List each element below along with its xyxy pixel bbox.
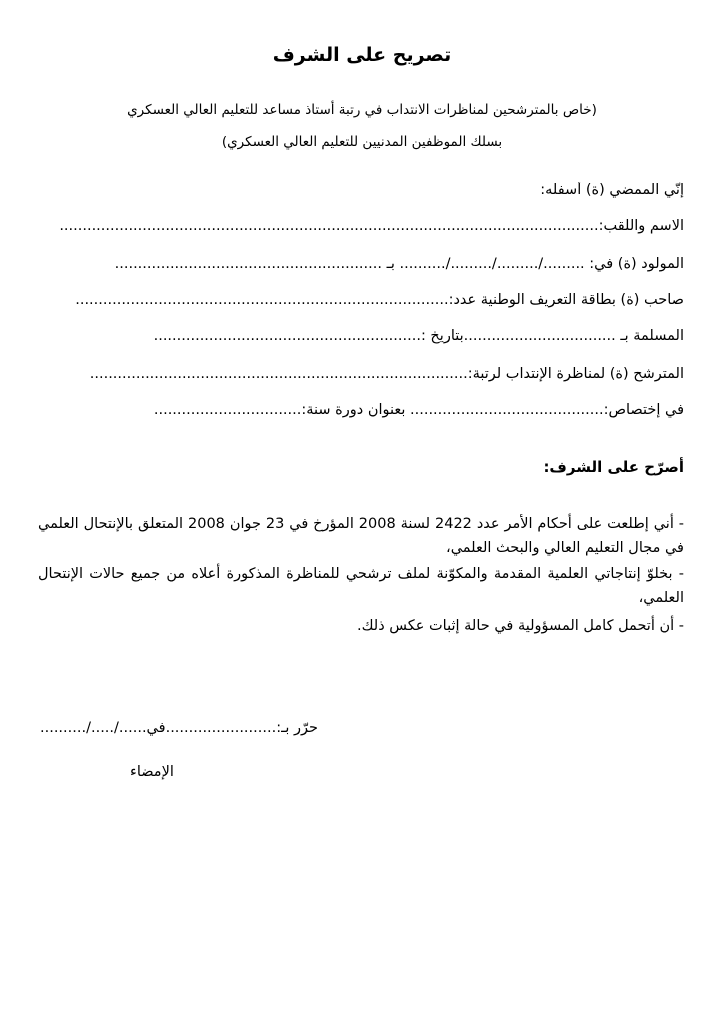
name-field-line: الاسم واللقب:..................................................................................................................... — [59, 218, 684, 234]
declaration-item-1: - أني إطلعت على أحكام الأمر عدد 2422 لسنة 2008 المؤرخ في 23 جوان 2008 المتعلق بالإنتحال العلمي في مجال التعليم العالي والبحث العلمي، — [38, 516, 684, 556]
declaration-item-2: - بخلوّ إنتاجاتي العلمية المقدمة والمكوّنة لملف ترشحي للمناظرة المذكورة أعلاه من جميع حالات الإنتحال العلمي، — [38, 566, 684, 606]
declare-heading: أصرّح على الشرف: — [543, 458, 684, 476]
specialty-field-line: في إختصاص:.......................................... بعنوان دورة سنة:................................ — [153, 402, 684, 418]
birth-field-line: المولود (ة) في: ........./........./........./.......... بـ .......................................................... — [114, 256, 684, 272]
issued-field-line: المسلمة بـ .................................بتاريخ :.......................................................... — [153, 328, 684, 344]
signed-at-line: حرّر بـ:........................في....../...../.......... — [40, 720, 318, 736]
id-card-field-line: صاحب (ة) بطاقة التعريف الوطنية عدد:................................................................................. — [75, 292, 684, 308]
declaration-item-3: - أن أتحمل كامل المسؤولية في حالة إثبات عكس ذلك. — [356, 618, 684, 634]
undersigned-line: إنّي الممضي (ة) أسفله: — [540, 182, 684, 198]
subtitle-line-1: (خاص بالمترشحين لمناظرات الانتداب في رتبة أستاذ مساعد للتعليم العالي العسكري — [127, 102, 597, 118]
page-title: تصريح على الشرف — [272, 44, 452, 66]
subtitle-line-2: بسلك الموظفين المدنيين للتعليم العالي العسكري) — [221, 134, 503, 150]
signature-label: الإمضاء — [130, 764, 174, 780]
rank-field-line: المترشح (ة) لمناظرة الإنتداب لرتبة:.................................................................................. — [89, 366, 684, 382]
